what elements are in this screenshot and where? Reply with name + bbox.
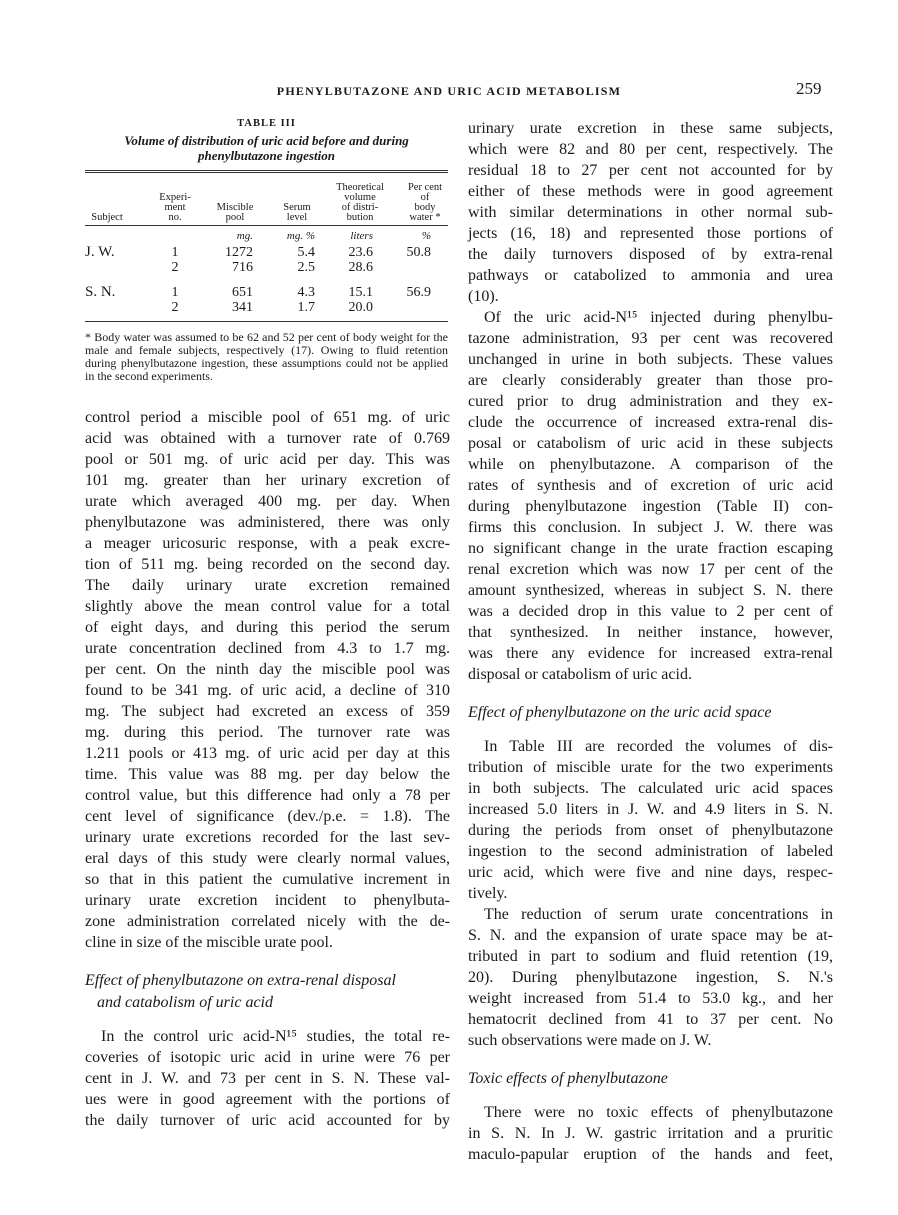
text-line: ues were in good agreement with the portions of: [85, 1091, 450, 1108]
table-column-header: [400, 183, 450, 223]
column-header-line: level: [286, 212, 308, 223]
column-header-line: water *: [409, 212, 441, 223]
column-header-line: pool: [225, 212, 245, 223]
cell-exp: 2: [171, 300, 179, 315]
cell-volume: 28.6: [348, 260, 373, 275]
text-line: slightly above the mean control value for a total: [85, 598, 450, 615]
text-line: found to be 341 mg. of uric acid, a decline of 310: [85, 682, 450, 699]
text-line: control value, but this difference had only a 78 per: [85, 787, 450, 804]
cell-serum: 4.3: [297, 285, 315, 300]
text-line: There were no toxic effects of phenylbutazone: [484, 1104, 833, 1121]
text-line: disposal or catabolism of uric acid.: [468, 666, 692, 683]
text-line: so that in this patient the cumulative increment in: [85, 871, 450, 888]
text-line: tively.: [468, 885, 508, 902]
column-header-line: body: [414, 202, 436, 213]
text-line: tazone administration, 93 per cent was recovered: [468, 330, 833, 347]
cell-pool: 341: [232, 300, 253, 315]
table-row: [85, 300, 448, 315]
text-line: rates of synthesis and of excretion of uric acid: [468, 477, 833, 494]
column-header-line: Serum: [283, 202, 311, 213]
section-heading: Effect of phenylbutazone on extra-renal disposal: [85, 972, 396, 989]
table-row: [85, 245, 448, 260]
table-label: TABLE III: [237, 118, 296, 129]
paragraph: [468, 118, 833, 307]
text-line: posal or catabolism of uric acid in these subjects: [468, 435, 833, 452]
text-line: cline in size of the miscible urate pool.: [85, 934, 333, 951]
table-caption-line: Volume of distribution of uric acid before and during: [124, 133, 409, 148]
section-heading: Effect of phenylbutazone on the uric acid space: [468, 704, 772, 721]
table-column-header: [155, 193, 195, 223]
column-header-line: volume: [344, 192, 376, 203]
column-header-line: Subject: [91, 212, 123, 223]
text-line: was there any evidence for increased extra-renal: [468, 645, 833, 662]
text-line: increased 5.0 liters in J. W. and 4.9 liters in S. N.: [468, 801, 833, 818]
text-line: phenylbutazone was administered, there was only: [85, 514, 450, 531]
text-line: urinary urate excretion in these same subjects,: [468, 120, 833, 137]
column-header-line: no.: [168, 212, 182, 223]
text-line: unchanged in urine in both subjects. These values: [468, 351, 833, 368]
paragraph: [468, 736, 833, 904]
table-iii: [85, 118, 448, 383]
paragraph: [468, 1102, 833, 1165]
text-line: a meager uricosuric response, with a peak excre-: [85, 535, 450, 552]
text-line: amount synthesized, whereas in subject S. N. there: [468, 582, 833, 599]
text-line: uric acid, which were five and nine days, respec-: [468, 864, 833, 881]
text-line: of eight days, and during this period the serum: [85, 619, 450, 636]
text-line: firms this conclusion. In subject J. W. there was: [468, 519, 833, 536]
text-line: cent in J. W. and 73 per cent in S. N. These val-: [85, 1070, 450, 1087]
cell-pool: 1272: [225, 245, 253, 260]
text-line: cent level of significance (dev./p.e. = 1.8). The: [85, 808, 450, 825]
text-line: acid was obtained with a turnover rate of 0.769: [85, 430, 450, 447]
text-line: during the periods from onset of phenylbutazone: [468, 822, 833, 839]
text-line: hematocrit declined from 41 to 37 per cent. No: [468, 1011, 833, 1028]
table-units-row: [85, 229, 448, 244]
text-line: either of these methods were in good agreement: [468, 183, 833, 200]
text-line: urinary urate excretion incident to phenylbuta-: [85, 892, 450, 909]
text-line: ingestion to the second administration of labeled: [468, 843, 833, 860]
cell-serum: 2.5: [297, 260, 315, 275]
cell-water: 56.9: [406, 285, 431, 300]
table-header: [85, 173, 448, 225]
cell-pool: 716: [232, 260, 253, 275]
text-line: urate concentration declined from 4.3 to 1.7 mg.: [85, 640, 450, 657]
text-line: pool or 501 mg. of uric acid per day. This was: [85, 451, 450, 468]
column-header-line: of distri-: [341, 202, 379, 213]
column-header-line: Per cent: [407, 182, 443, 193]
text-line: pathways or catabolized to ammonia and urea: [468, 267, 833, 284]
text-line: during phenylbutazone ingestion (Table II) con-: [468, 498, 833, 515]
column-header-line: of: [420, 192, 430, 203]
unit-volume: liters: [350, 230, 373, 242]
text-line: weight increased from 51.4 to 53.0 kg., and her: [468, 990, 833, 1007]
column-header-line: Miscible: [216, 202, 254, 213]
table-row: [85, 285, 448, 300]
cell-serum: 5.4: [297, 245, 315, 260]
spacer: [468, 685, 833, 702]
cell-serum: 1.7: [297, 300, 315, 315]
text-line: The daily urinary urate excretion remained: [85, 577, 450, 594]
spacer: [85, 953, 450, 970]
text-line: which were 82 and 80 per cent, respectively. The: [468, 141, 833, 158]
text-line: zone administration correlated nicely with the de-: [85, 913, 450, 930]
text-line: eral days of this study were clearly normal values,: [85, 850, 450, 867]
text-line: with similar determinations in other normal sub-: [468, 204, 833, 221]
spacer: [85, 1014, 450, 1026]
paragraph: [85, 1026, 450, 1131]
page-number: 259: [796, 79, 822, 98]
text-line: was a decided drop in this value to 2 per cent of: [468, 603, 833, 620]
text-line: the daily turnover of uric acid accounted for by: [85, 1112, 450, 1129]
text-line: time. This value was 88 mg. per day below the: [85, 766, 450, 783]
spacer: [468, 1051, 833, 1068]
text-line: cured prior to drug administration and they ex-: [468, 393, 833, 410]
text-line: clude the occurrence of increased extra-renal dis-: [468, 414, 833, 431]
table-column-header: [210, 203, 260, 223]
column-header-line: bution: [346, 212, 374, 223]
table-body: [85, 245, 448, 315]
text-line: In the control uric acid-N¹⁵ studies, the total re-: [101, 1028, 450, 1045]
text-line: (10).: [468, 288, 499, 305]
text-line: urate which averaged 400 mg. per day. When: [85, 493, 450, 510]
paragraph: [468, 307, 833, 685]
cell-subject: S. N.: [85, 284, 116, 300]
text-line: such observations were made on J. W.: [468, 1032, 712, 1049]
text-line: Of the uric acid-N¹⁵ injected during phenylbu-: [484, 309, 833, 326]
text-line: while on phenylbutazone. A comparison of the: [468, 456, 833, 473]
right-column: [468, 118, 833, 1165]
table-column-header: [327, 183, 393, 223]
cell-volume: 20.0: [348, 300, 373, 315]
text-line: 101 mg. greater than her urinary excretion of: [85, 472, 450, 489]
cell-exp: 2: [171, 260, 179, 275]
text-line: 20). During phenylbutazone ingestion, S. N.'s: [468, 969, 833, 986]
column-header-line: ment: [164, 202, 186, 213]
text-line: in both subjects. The calculated uric acid spaces: [468, 780, 833, 797]
text-line: tion of 511 mg. being recorded on the second day.: [85, 556, 450, 573]
text-line: mg. The subject had excreted an excess of 359: [85, 703, 450, 720]
table-bottom-rule: [85, 321, 448, 322]
cell-volume: 23.6: [348, 245, 373, 260]
section-heading: and catabolism of uric acid: [97, 994, 273, 1011]
unit-serum: mg. %: [286, 230, 315, 242]
text-line: the daily turnovers disposed of by extra-renal: [468, 246, 833, 263]
text-line: no significant change in the urate fraction escaping: [468, 540, 833, 557]
text-line: 1.211 pools or 413 mg. of uric acid per day at this: [85, 745, 450, 762]
text-line: in S. N. In J. W. gastric irritation and a pruritic: [468, 1125, 833, 1142]
table-caption-line: phenylbutazone ingestion: [198, 148, 335, 163]
text-line: mg. during this period. The turnover rate was: [85, 724, 450, 741]
text-line: S. N. and the expansion of urate space may be at-: [468, 927, 833, 944]
table-column-header: [275, 203, 319, 223]
text-line: that synthesized. In neither instance, however,: [468, 624, 833, 641]
unit-pool: mg.: [236, 230, 253, 242]
text-line: urinary urate excretions recorded for the last sev-: [85, 829, 450, 846]
text-line: residual 18 to 27 per cent not accounted for by: [468, 162, 833, 179]
text-line: control period a miscible pool of 651 mg. of uric: [85, 409, 450, 426]
cell-volume: 15.1: [348, 285, 373, 300]
cell-water: 50.8: [406, 245, 431, 260]
running-title: PHENYLBUTAZONE AND URIC ACID METABOLISM: [276, 84, 622, 98]
text-line: renal excretion which was now 17 per cent of the: [468, 561, 833, 578]
text-line: In Table III are recorded the volumes of dis-: [484, 738, 833, 755]
column-header-line: Theoretical: [336, 182, 384, 193]
spacer: [468, 724, 833, 736]
text-line: are clearly considerably greater than those pro-: [468, 372, 833, 389]
paragraph: [85, 407, 450, 953]
text-line: The reduction of serum urate concentrations in: [484, 906, 833, 923]
text-line: per cent. On the ninth day the miscible pool was: [85, 661, 450, 678]
text-line: maculo-papular eruption of the hands and feet,: [468, 1146, 833, 1163]
table-column-header: [85, 213, 129, 223]
text-line: coveries of isotopic uric acid in urine were 76 per: [85, 1049, 450, 1066]
unit-water: %: [421, 230, 431, 242]
spacer: [468, 1090, 833, 1102]
text-line: jects (16, 18) and represented those portions of: [468, 225, 833, 242]
section-heading: Toxic effects of phenylbutazone: [468, 1070, 668, 1087]
table-row: [85, 260, 448, 275]
cell-subject: J. W.: [85, 244, 115, 260]
cell-pool: 651: [232, 285, 253, 300]
text-line: tribution of miscible urate for the two experiments: [468, 759, 833, 776]
cell-exp: 1: [171, 245, 179, 260]
column-header-line: Experi-: [159, 192, 191, 203]
table-header-rule: [85, 225, 448, 226]
paragraph: [468, 904, 833, 1051]
table-footnote: * Body water was assumed to be 62 and 52 per cent of body weight for the male and female subjects, respectively (17). Owing to fluid retention during phenylbutazone ingestion, these assumptions could not be applied in the second experiments.: [85, 330, 448, 383]
left-column: [85, 407, 450, 1131]
cell-exp: 1: [171, 285, 179, 300]
text-line: tributed in part to sodium and fluid retention (19,: [468, 948, 833, 965]
